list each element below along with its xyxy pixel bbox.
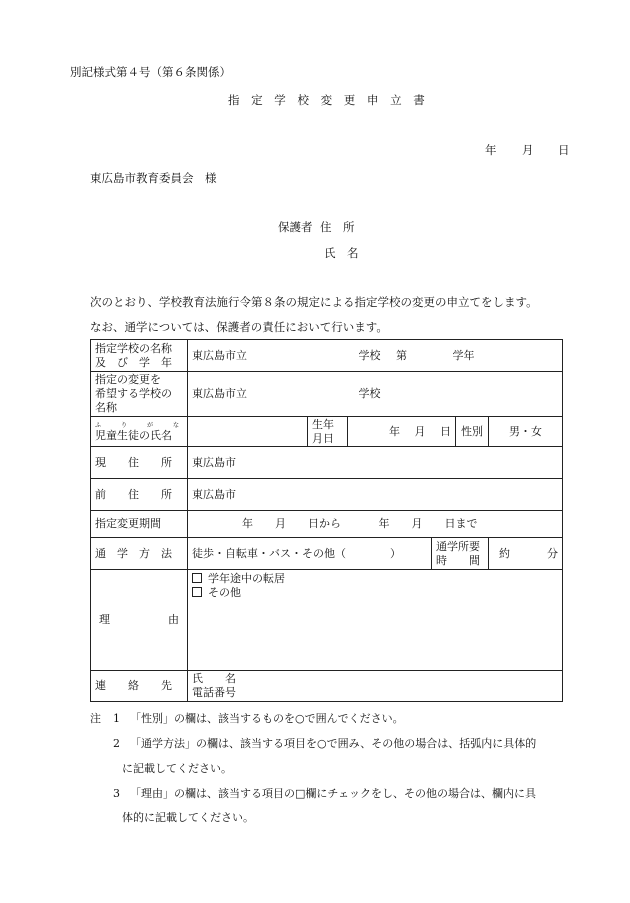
- date-month: 月: [522, 143, 534, 157]
- student-name-label: 児童生徒の氏名: [95, 428, 172, 442]
- reason-label-2: 由: [168, 613, 179, 627]
- commute-about: 約: [499, 546, 510, 560]
- table-row: [91, 570, 563, 671]
- wish-label-1: 指定の変更を: [95, 373, 161, 387]
- school-label-2: 及 び 学 年: [95, 355, 172, 369]
- commute-label: 通 学 方 法: [91, 538, 188, 570]
- note-number: 1: [113, 712, 120, 725]
- current-address-label: 現 住 所: [91, 447, 188, 479]
- commute-time-field[interactable]: [489, 538, 563, 570]
- form-number: 別記様式第４号（第６条関係）: [70, 65, 231, 79]
- reason-label-cell: [91, 570, 188, 671]
- table-row: [91, 447, 563, 479]
- reason-option-other[interactable]: その他: [192, 586, 558, 600]
- page-title: 指 定 学 校 変 更 申 立 書: [228, 93, 429, 107]
- school-suffix: 学校: [358, 348, 381, 362]
- birth-label-cell: [308, 417, 348, 447]
- wish-school-field[interactable]: [188, 372, 563, 417]
- guardian-address-label: 住 所: [320, 220, 355, 234]
- note-3-line-1: 「理由」の欄は、該当する項目の□欄にチェックをし、その他の場合は、欄内に具: [130, 787, 537, 800]
- contact-label: 連 絡 先: [91, 671, 188, 702]
- wish-label-3: 名称: [95, 400, 117, 414]
- reason-label-1: 理: [99, 613, 110, 627]
- table-row: [91, 538, 563, 570]
- table-row: [91, 340, 563, 372]
- school-city: 東広島市立: [192, 348, 247, 362]
- commute-time-label-2: 時 間: [436, 553, 480, 567]
- note-2-line-2: に記載してください。: [122, 762, 232, 775]
- guardian-name-label: 氏 名: [324, 246, 359, 260]
- note-2-line-1: 「通学方法」の欄は、該当する項目を○で囲み、その他の場合は、括弧内に具体的: [130, 737, 537, 750]
- school-field[interactable]: [188, 340, 563, 372]
- birth-date-field[interactable]: 年 月 日: [348, 417, 456, 447]
- notes-prefix: 注: [90, 712, 101, 725]
- wish-label-cell: [91, 372, 188, 417]
- grade-suffix: 学年: [452, 348, 475, 362]
- birth-label-1: 生年: [312, 417, 334, 431]
- checkbox-icon[interactable]: [192, 587, 202, 597]
- contact-field[interactable]: [188, 671, 563, 702]
- intro-line-2: なお、通学については、保護者の責任において行います。: [90, 320, 388, 334]
- wish-school-suffix: 学校: [358, 387, 381, 401]
- period-from: 年 月 日から: [242, 517, 341, 531]
- note-3-line-2: 体的に記載してください。: [122, 811, 254, 824]
- date-day: 日: [558, 143, 570, 157]
- reason-option-move[interactable]: 学年途中の転居: [192, 572, 558, 586]
- table-row: [91, 479, 563, 511]
- note-1-line-1: 「性別」の欄は、該当するものを○で囲んでください。: [130, 712, 404, 725]
- previous-address-label: 前 住 所: [91, 479, 188, 511]
- previous-address-field[interactable]: 東広島市: [188, 479, 563, 511]
- contact-phone-label: 電話番号: [192, 686, 236, 699]
- date-year: 年: [485, 143, 497, 157]
- commute-method-field[interactable]: 徒歩・自転車・バス・その他（ ）: [188, 538, 432, 570]
- table-row: [91, 671, 563, 702]
- reason-field[interactable]: [188, 570, 563, 671]
- table-row: [91, 417, 563, 447]
- grade-prefix: 第: [396, 348, 407, 362]
- note-number: 2: [113, 737, 120, 750]
- application-form-table: [90, 339, 563, 702]
- addressee: 東広島市教育委員会 様: [90, 171, 217, 185]
- checkbox-icon[interactable]: [192, 573, 202, 583]
- table-row: [91, 511, 563, 538]
- sex-field[interactable]: 男・女: [489, 417, 563, 447]
- commute-minutes: 分: [547, 546, 559, 560]
- contact-name-label: 氏 名: [192, 672, 236, 686]
- intro-line-1: 次のとおり、学校教育法施行令第８条の規定による指定学校の変更の申立てをします。: [90, 295, 538, 309]
- commute-time-label-1: 通学所要: [436, 539, 480, 553]
- period-label: 指定変更期間: [91, 511, 188, 538]
- student-label-cell: [91, 417, 188, 447]
- guardian-label: 保護者: [278, 220, 313, 234]
- period-field[interactable]: [188, 511, 563, 538]
- student-name-field[interactable]: [188, 417, 308, 447]
- school-label-1: 指定学校の名称: [95, 341, 172, 355]
- period-to: 年 月 日まで: [378, 517, 478, 531]
- current-address-field[interactable]: 東広島市: [188, 447, 563, 479]
- note-number: 3: [113, 787, 120, 800]
- wish-city: 東広島市立: [192, 387, 247, 401]
- commute-time-label-cell: [432, 538, 489, 570]
- sex-label: 性別: [456, 417, 489, 447]
- furigana-label: ふ り が な: [95, 421, 179, 429]
- wish-label-2: 希望する学校の: [95, 387, 172, 401]
- school-label-cell: [91, 340, 188, 372]
- birth-label-2: 月日: [312, 431, 334, 445]
- table-row: [91, 372, 563, 417]
